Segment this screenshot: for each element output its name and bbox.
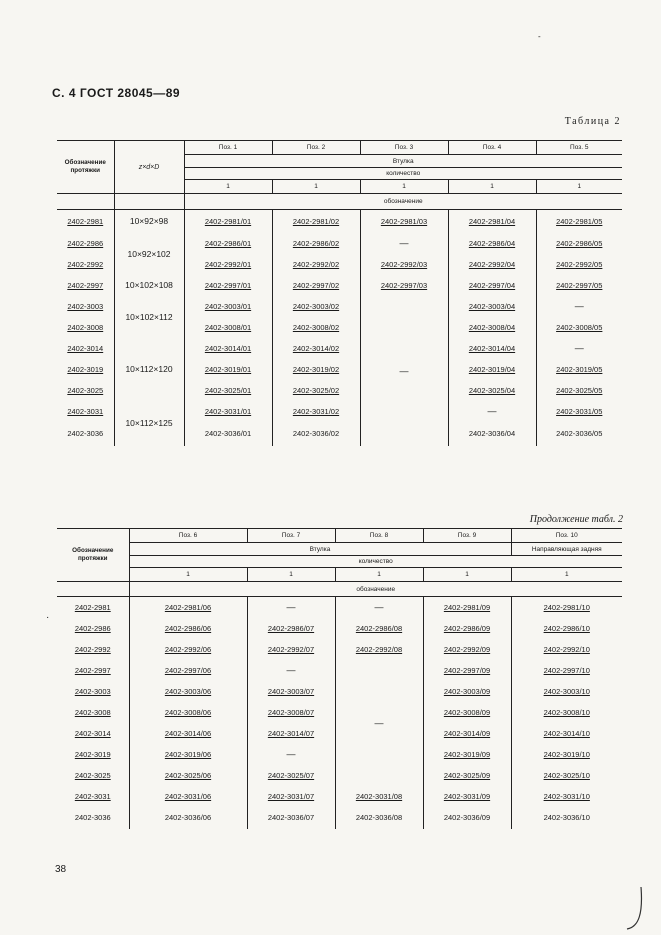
- cell: 2402-3008/05: [556, 322, 603, 332]
- cell: 2402-3036/02: [272, 422, 360, 446]
- dims-cell: 10×102×112: [114, 296, 184, 338]
- cell: 2402-3025/07: [247, 765, 335, 786]
- cell: 2402-3036/07: [247, 807, 335, 829]
- page-corner-mark-icon: [625, 883, 647, 931]
- cell: 2402-3025/09: [423, 765, 511, 786]
- col-dims: z×d×D: [114, 141, 184, 194]
- cell: 2402-3036/10: [543, 813, 590, 822]
- table-row: [57, 401, 622, 422]
- row-code: 2402-2992: [57, 639, 129, 660]
- cell: 2402-3003/04: [448, 296, 536, 317]
- cell: 2402-2986/01: [184, 233, 272, 254]
- row-code: 2402-3003: [57, 296, 114, 317]
- cell: —: [574, 301, 584, 311]
- pos-header: Поз. 6: [129, 529, 247, 543]
- cell: —: [335, 597, 423, 618]
- cell: 2402-2997/06: [129, 660, 247, 681]
- cell: 2402-3025/01: [184, 380, 272, 401]
- table-row: [57, 233, 622, 254]
- cell: 2402-2992/02: [272, 254, 360, 275]
- cell: 2402-2986/05: [556, 238, 603, 248]
- cell: 2402-2992/03: [360, 254, 448, 275]
- dims-cell: 10×92×102: [114, 233, 184, 275]
- cell: 2402-3014/04: [448, 338, 536, 359]
- row-code: 2402-3014: [57, 338, 114, 359]
- quantity-cell: 1: [129, 568, 247, 582]
- quantity-cell: 1: [272, 180, 360, 194]
- cell: 2402-3019/10: [543, 749, 590, 759]
- cell: 2402-3019/01: [184, 359, 272, 380]
- cell: 2402-2986/10: [543, 623, 590, 633]
- table-row: [57, 807, 622, 829]
- cell: 2402-2997/02: [272, 275, 360, 296]
- quantity-label: количество: [129, 556, 622, 568]
- dims-cell: 10×92×98: [114, 210, 184, 233]
- cell: 2402-2997/03: [360, 275, 448, 296]
- cell: 2402-3025/04: [448, 380, 536, 401]
- row-code: 2402-3019: [57, 359, 114, 380]
- cell: 2402-2986/08: [335, 618, 423, 639]
- cell: 2402-3014/09: [423, 723, 511, 744]
- cell: —: [574, 343, 584, 353]
- cell: 2402-3025/06: [129, 765, 247, 786]
- cell: 2402-2992/10: [543, 644, 590, 654]
- table-row: [57, 296, 622, 317]
- cell: 2402-3008/02: [272, 317, 360, 338]
- pos-header: Поз. 4: [448, 141, 536, 155]
- cell: 2402-3003/09: [423, 681, 511, 702]
- cell: 2402-2997/01: [184, 275, 272, 296]
- quantity-cell: 1: [184, 180, 272, 194]
- table-row: [57, 210, 622, 233]
- cell: 2402-3008/06: [129, 702, 247, 723]
- cell: 2402-3036/08: [335, 807, 423, 829]
- col-designation: Обозначение протяжки: [57, 141, 114, 194]
- cell: 2402-2992/06: [129, 639, 247, 660]
- cell: 2402-3036/05: [556, 429, 603, 438]
- cell: 2402-3019/02: [272, 359, 360, 380]
- row-code: 2402-3014: [57, 723, 129, 744]
- cell: 2402-2997/10: [543, 665, 590, 675]
- quantity-cell: 1: [360, 180, 448, 194]
- cell: 2402-2992/07: [247, 639, 335, 660]
- cell: 2402-3019/06: [129, 744, 247, 765]
- cell: 2402-2992/09: [423, 639, 511, 660]
- row-code: 2402-3025: [57, 765, 129, 786]
- cell: 2402-3036/04: [448, 422, 536, 446]
- cell: 2402-2986/07: [247, 618, 335, 639]
- row-code: 2402-2981: [57, 210, 114, 233]
- designation-label: обозначение: [129, 582, 622, 597]
- cell: 2402-3019/04: [448, 359, 536, 380]
- cell: 2402-2992/01: [184, 254, 272, 275]
- cell: 2402-3019/09: [423, 744, 511, 765]
- cell: 2402-2981/10: [543, 602, 590, 612]
- dims-cell: 10×112×125: [114, 401, 184, 446]
- cell: 2402-3019/05: [556, 364, 603, 374]
- quantity-label: количество: [184, 168, 622, 180]
- row-code: 2402-3036: [57, 807, 129, 829]
- row-code: 2402-2997: [57, 275, 114, 296]
- dims-cell: 10×102×108: [114, 275, 184, 296]
- pos-header: Поз. 9: [423, 529, 511, 543]
- cell: —: [247, 744, 335, 765]
- page-number: 38: [55, 864, 67, 875]
- pos-header: Поз. 2: [272, 141, 360, 155]
- scan-mark-icon: -: [538, 32, 541, 41]
- row-code: 2402-2986: [57, 618, 129, 639]
- cell: 2402-2986/09: [423, 618, 511, 639]
- table-row: [57, 338, 622, 359]
- cell: 2402-3036/06: [129, 807, 247, 829]
- quantity-cell: 1: [536, 180, 622, 194]
- cell: —: [448, 401, 536, 422]
- cell: 2402-3031/09: [423, 786, 511, 807]
- cell: 2402-3014/07: [247, 723, 335, 744]
- cell: 2402-3031/02: [272, 401, 360, 422]
- cell: 2402-3031/10: [543, 791, 590, 801]
- cell: 2402-2997/09: [423, 660, 511, 681]
- cell: 2402-3014/06: [129, 723, 247, 744]
- designation-label: обозначение: [184, 194, 622, 210]
- cell: 2402-2997/05: [556, 280, 603, 290]
- table-2: [57, 528, 622, 829]
- cell: 2402-3031/06: [129, 786, 247, 807]
- cell: 2402-2992/05: [556, 259, 603, 269]
- quantity-cell: 1: [423, 568, 511, 582]
- row-code: 2402-2997: [57, 660, 129, 681]
- cell: 2402-3008/04: [448, 317, 536, 338]
- pos-header: Поз. 10: [511, 529, 622, 543]
- cell: 2402-3008/10: [543, 707, 590, 717]
- table-row: [57, 618, 622, 639]
- row-code: 2402-3036: [57, 422, 114, 446]
- cell: 2402-2981/03: [360, 210, 448, 233]
- cell: 2402-2992/08: [335, 639, 423, 660]
- row-code: 2402-3019: [57, 744, 129, 765]
- cell: 2402-2981/04: [448, 210, 536, 233]
- cell: 2402-3031/01: [184, 401, 272, 422]
- cell: 2402-3008/09: [423, 702, 511, 723]
- pos-header: Поз. 1: [184, 141, 272, 155]
- group-label: Втулка: [184, 155, 622, 168]
- quantity-cell: 1: [448, 180, 536, 194]
- cell: 2402-3014/10: [543, 728, 590, 738]
- continuation-caption: Продолжение табл. 2: [529, 514, 623, 525]
- cell: 2402-2986/04: [448, 233, 536, 254]
- table-row: [57, 597, 622, 618]
- row-code: 2402-3008: [57, 702, 129, 723]
- cell: 2402-3036/09: [423, 807, 511, 829]
- cell: 2402-2981/09: [423, 597, 511, 618]
- pos-header: Поз. 3: [360, 141, 448, 155]
- table-row: [57, 275, 622, 296]
- row-code: 2402-3031: [57, 401, 114, 422]
- merged-dash-cell: —: [335, 660, 423, 786]
- dims-cell: 10×112×120: [114, 338, 184, 401]
- quantity-cell: 1: [335, 568, 423, 582]
- row-code: 2402-2992: [57, 254, 114, 275]
- row-code: 2402-2981: [57, 597, 129, 618]
- cell: —: [360, 233, 448, 254]
- row-code: 2402-3008: [57, 317, 114, 338]
- cell: 2402-2992/04: [448, 254, 536, 275]
- cell: 2402-3003/01: [184, 296, 272, 317]
- cell: 2402-3036/01: [184, 422, 272, 446]
- cell: 2402-2986/02: [272, 233, 360, 254]
- pos-header: Поз. 5: [536, 141, 622, 155]
- cell: 2402-2981/05: [556, 216, 603, 226]
- table-1: [57, 140, 622, 446]
- cell: —: [247, 597, 335, 618]
- group-label: Втулка: [129, 543, 511, 556]
- cell: 2402-3008/01: [184, 317, 272, 338]
- cell: 2402-3014/02: [272, 338, 360, 359]
- cell: 2402-3003/06: [129, 681, 247, 702]
- cell: —: [247, 660, 335, 681]
- cell: 2402-3014/01: [184, 338, 272, 359]
- row-code: 2402-3025: [57, 380, 114, 401]
- merged-dash-cell: —: [360, 296, 448, 446]
- table-row: [57, 786, 622, 807]
- page-header: С. 4 ГОСТ 28045—89: [52, 86, 181, 100]
- cell: 2402-3031/05: [556, 406, 603, 416]
- table-row: [57, 660, 622, 681]
- cell: 2402-3008/07: [247, 702, 335, 723]
- cell: 2402-3031/07: [247, 786, 335, 807]
- cell: 2402-2997/04: [448, 275, 536, 296]
- table-row: [57, 639, 622, 660]
- quantity-cell: 1: [247, 568, 335, 582]
- row-code: 2402-3031: [57, 786, 129, 807]
- cell: 2402-3025/10: [543, 770, 590, 780]
- cell: 2402-3025/02: [272, 380, 360, 401]
- row-code: 2402-2986: [57, 233, 114, 254]
- cell: 2402-3003/10: [543, 686, 590, 696]
- cell: 2402-3003/02: [272, 296, 360, 317]
- table-caption: Таблица 2: [564, 116, 621, 127]
- cell: 2402-3025/05: [556, 385, 603, 395]
- quantity-cell: 1: [511, 568, 622, 582]
- cell: 2402-3031/08: [335, 786, 423, 807]
- pos-header: Поз. 7: [247, 529, 335, 543]
- row-code: 2402-3003: [57, 681, 129, 702]
- pos-header: Поз. 8: [335, 529, 423, 543]
- group-label-2: Направляющая задняя: [511, 543, 622, 556]
- cell: 2402-2981/06: [129, 597, 247, 618]
- cell: 2402-3003/07: [247, 681, 335, 702]
- cell: 2402-2986/06: [129, 618, 247, 639]
- col-designation: Обозначение протяжки: [57, 529, 129, 582]
- cell: 2402-2981/01: [184, 210, 272, 233]
- scan-mark-icon: ·: [46, 612, 50, 623]
- cell: 2402-2981/02: [272, 210, 360, 233]
